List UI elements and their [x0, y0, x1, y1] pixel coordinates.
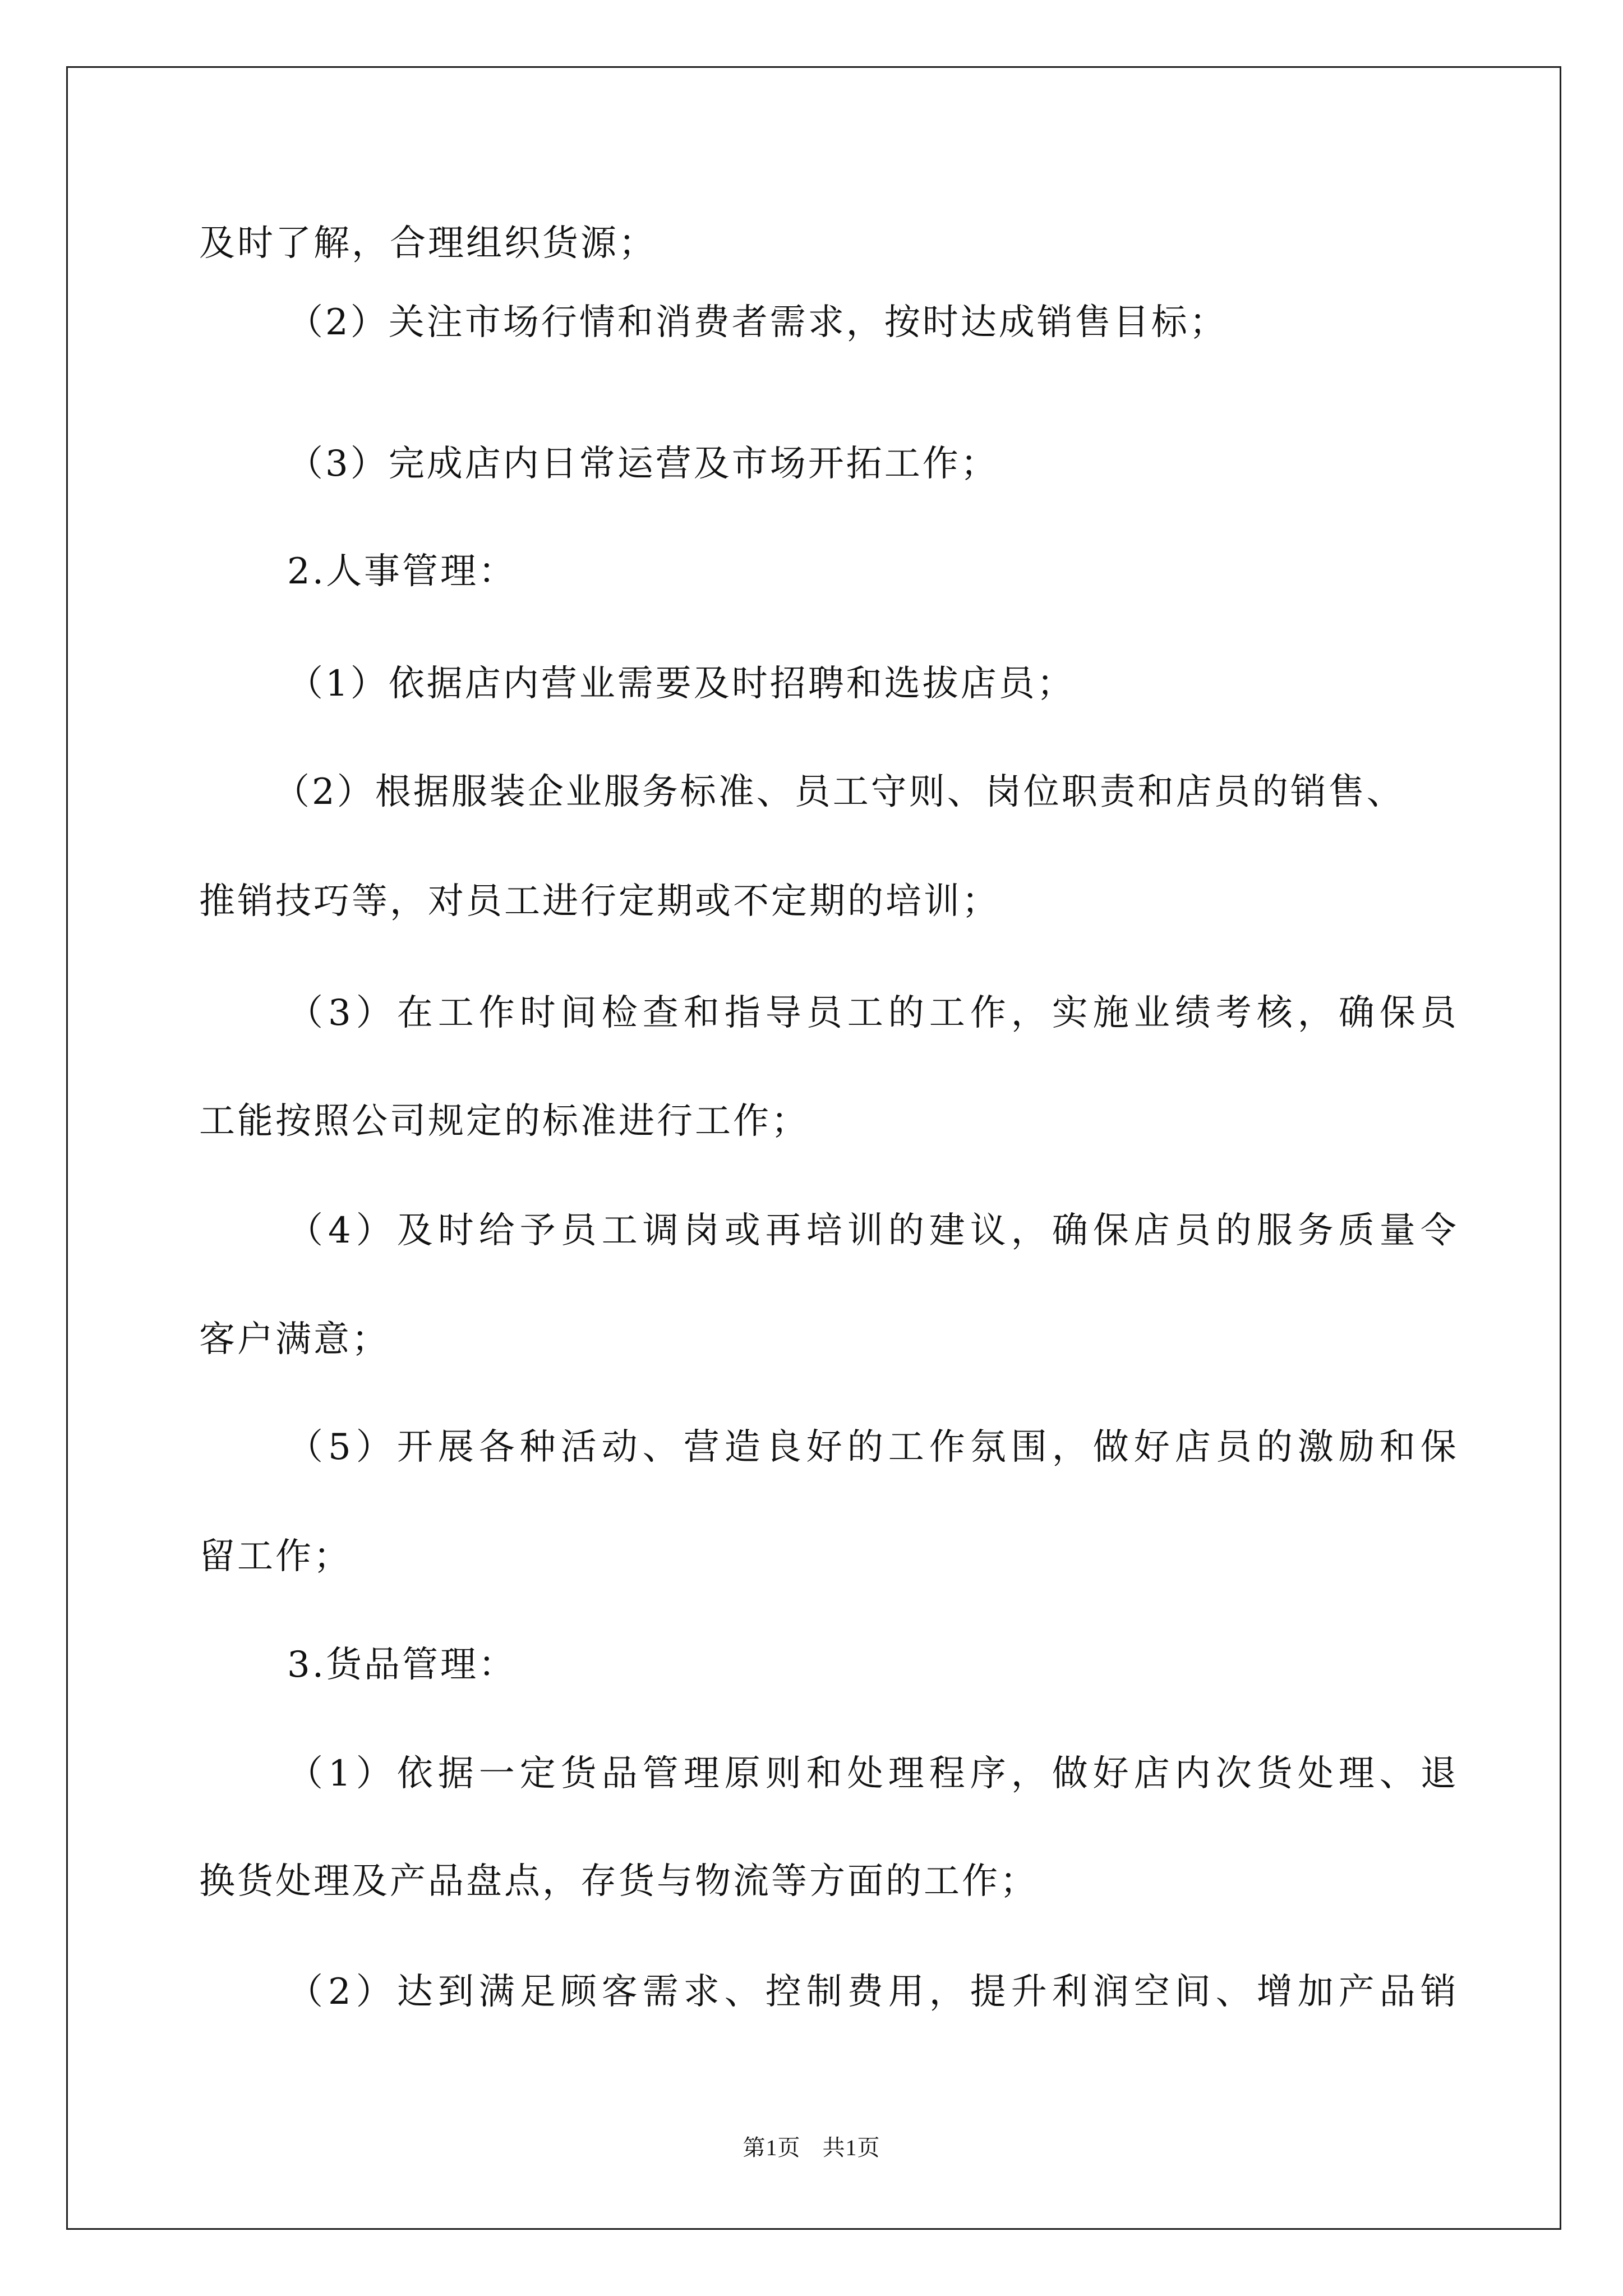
body-text-line: 客户满意；	[199, 1319, 390, 1360]
body-text-line: 工能按照公司规定的标准进行工作；	[199, 1101, 809, 1142]
body-text-line: （1）依据店内营业需要及时招聘和选拔店员；	[287, 663, 1075, 705]
body-text-line: （2）达到满足顾客需求、控制费用，提升利润空间、增加产品销	[287, 1971, 1461, 2013]
body-text-line: （3）在工作时间检查和指导员工的工作，实施业绩考核，确保员	[287, 992, 1461, 1034]
body-text-line: 推销技巧等，对员工进行定期或不定期的培训；	[199, 881, 1000, 922]
body-text-line: （2）根据服装企业服务标准、员工守则、岗位职责和店员的销售、	[274, 771, 1405, 813]
page-total: 共1页	[822, 2135, 880, 2160]
body-text-line: （5）开展各种活动、营造良好的工作氛围，做好店员的激励和保	[287, 1427, 1461, 1468]
body-text-line: （4）及时给予员工调岗或再培训的建议，确保店员的服务质量令	[287, 1210, 1461, 1251]
section-heading: 3.货品管理：	[287, 1644, 517, 1686]
body-text-line: 及时了解，合理组织货源；	[199, 223, 657, 264]
body-text-line: 留工作；	[199, 1536, 352, 1577]
body-text-line: 换货处理及产品盘点，存货与物流等方面的工作；	[199, 1861, 1038, 1902]
page-number: 第1页	[743, 2135, 801, 2160]
page-footer	[0, 2130, 1623, 2162]
body-text-line: （2）关注市场行情和消费者需求，按时达成销售目标；	[287, 302, 1228, 343]
section-heading: 2.人事管理：	[287, 551, 517, 592]
page-border	[66, 66, 1561, 2230]
body-text-line: （1）依据一定货品管理原则和处理程序，做好店内次货处理、退	[287, 1753, 1461, 1795]
body-text-line: （3）完成店内日常运营及市场开拓工作；	[287, 443, 999, 485]
